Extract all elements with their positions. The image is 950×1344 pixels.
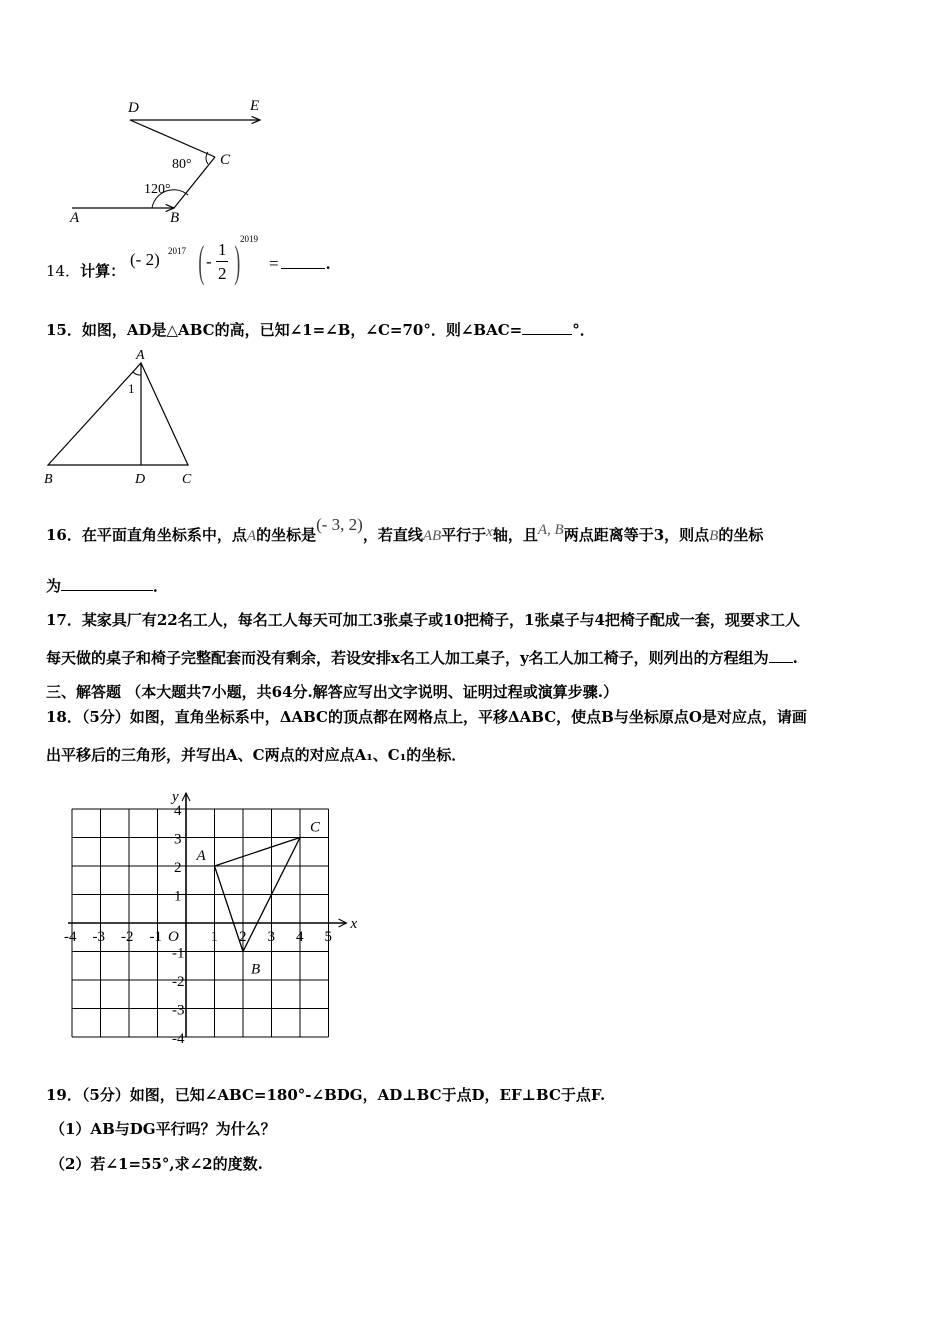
q16-end: ． [153,577,169,595]
question-15 [46,319,595,340]
point-c-label: C [310,819,321,836]
x-tick-label: -4 [64,929,77,945]
q16-answer-blank[interactable] [61,576,153,591]
q16-x: x [486,524,493,540]
x-tick-label: 5 [324,929,332,945]
label-c: C [182,472,192,487]
q16-text: 平行于 [441,526,487,544]
label-d: D [128,100,139,116]
question-19-part1: （1）AB与DG平行吗？为什么？ [50,1120,276,1138]
y-tick-label: 2 [174,860,182,876]
q16-a: A [246,528,257,544]
question-16 [46,515,764,545]
y-tick-label: 1 [174,888,182,905]
angle-c-label: 80° [172,157,192,172]
q16-text: ，若直线 [362,526,423,544]
q14-minus: - [206,252,212,271]
q16-a-b: A, B [537,522,564,538]
x-axis-label: x [350,916,358,932]
angle-b-label: 120° [144,182,171,197]
question-19: 19．（5分）如图，已知∠ABC=180°-∠BDG，AD⊥BC于点D，EF⊥BC于点F. [46,1086,606,1104]
question-14 [46,260,125,281]
section-heading: 三、解答题 （本大题共7小题，共64分.解答应写出文字说明、证明过程或演算步骤.） [46,683,618,701]
q16-text: 的坐标 [718,526,764,544]
y-tick-label: -4 [172,1031,185,1047]
q16-text: 的坐标是 [256,526,317,544]
x-tick-label: 3 [267,929,275,945]
q14-answer-blank[interactable] [281,254,325,269]
q15-end: °． [572,321,595,339]
y-tick-label: -3 [172,1002,185,1019]
question-17: 17．某家具厂有22名工人，每名工人每天可加工3张桌子或10把椅子，1张桌子与4把椅子配成一套，现要求工人 [46,611,800,629]
figure-triangle-abc-altitude [40,345,210,490]
x-tick-label: 2 [239,929,247,945]
q14-number: 14． [46,262,81,280]
x-tick-label: -3 [92,929,105,945]
q14-frac-num: 1 [218,240,227,259]
q17-answer-blank[interactable] [769,648,793,663]
q16-coord: (- 3, 2) [316,515,363,534]
origin-label: O [168,929,179,945]
x-tick-label: 1 [210,929,218,945]
x-tick-label: -1 [149,929,162,945]
q17-end: . [792,649,798,667]
y-tick-label: 4 [174,803,182,819]
figure-angles-abcde [60,92,280,232]
label-b: B [170,210,180,226]
label-d: D [135,472,146,487]
angle-1-label: 1 [128,381,135,396]
x-tick-label: 4 [296,929,304,945]
label-c: C [220,152,231,168]
coordinate-grid [0,780,400,1060]
question-17-line2 [46,647,798,668]
q14-exp1: 2017 [168,246,186,256]
label-b: B [44,472,53,487]
question-19-part2: （2）若∠1=55°,求∠2的度数. [50,1155,263,1173]
point-b-label: B [251,961,261,978]
q14-base: (- 2) [130,250,160,269]
label-a: A [70,210,80,226]
question-18: 18．（5分）如图，直角坐标系中，ΔABC的顶点都在网格点上，平移ΔABC，使点B与坐标原点O是对应点，请画 [46,708,807,726]
label-e: E [250,98,260,114]
point-a-label: A [196,848,206,864]
question-18-line2: 出平移后的三角形，并写出A、C两点的对应点A₁、C₁的坐标． [46,746,467,764]
question-16-line2 [46,575,168,596]
x-tick-label: -2 [121,929,134,945]
exam-page: D E C A B 80° 120° 14．计算： (- 2) 2017 ( - 1 2 ) 2019 = . 15．如图，AD是△ABC的高，已知∠1=∠B，∠C=70°．则∠BAC= °． A 1 B D C 16．在平面直角坐标系中，点A的坐标是(- 3, 2)，若直线AB平行于x轴，且A, B两点距离等于3，则点B的坐标 为 ． 17．某家具厂有22名工人，每名工人每天可加工3张桌子或10把椅子，1张桌子与4把椅子配成一套，现要求工人 每天做的桌子和椅子完整配套而没有剩余，若设安排x名工人加工桌子，y名工人加工椅子，则列出的方程组为 . 三、解答题 （本大题共7小题，共64分.解答应写出文字说明、证明过程或演算步骤.） 18．（5分）如图，直角坐标系中，ΔABC的顶点都在网格点上，平移ΔABC，使点B与坐标原点O是对应点，请画 出平移后的三角形，并写出A、C两点的对应点A₁、C₁的坐标． x y O -4 -3 -2 -1 1 2 3 4 5 4 3 2 1 -1 -2 -3 -4 A B C 19．（5分）如图，已知∠ABC=180°-∠BDG，AD⊥BC于点D，EF⊥BC于点F. （1）AB与DG平行吗？为什么？ （2）若∠1=55°,求∠2的度数. [0,0,950,1344]
q16-text: 为 [46,577,62,595]
q14-label: 计算： [80,262,126,280]
y-axis-label: y [172,789,179,805]
q16-ab: AB [422,528,442,544]
q15-answer-blank[interactable] [522,320,572,335]
y-tick-label: -1 [172,945,185,962]
q14-end: . [326,254,331,273]
q14-exp2: 2019 [240,234,258,244]
q16-text: 两点距离等于3，则点 [563,526,710,544]
q16-text: 16．在平面直角坐标系中，点 [46,526,247,544]
y-tick-label: -2 [172,974,185,990]
q15-text: 15．如图，AD是△ABC的高，已知∠1=∠B，∠C=70°．则∠BAC= [46,321,523,339]
q17-text: 每天做的桌子和椅子完整配套而没有剩余，若设安排x名工人加工桌子，y名工人加工椅子，则列出的方程组为 [46,649,769,667]
q14-frac-den: 2 [218,264,227,283]
q16-b: B [709,528,719,544]
y-tick-label: 3 [174,831,182,848]
label-a: A [136,348,145,363]
q14-equals: = [269,254,279,273]
q16-text: 轴，且 [492,526,538,544]
